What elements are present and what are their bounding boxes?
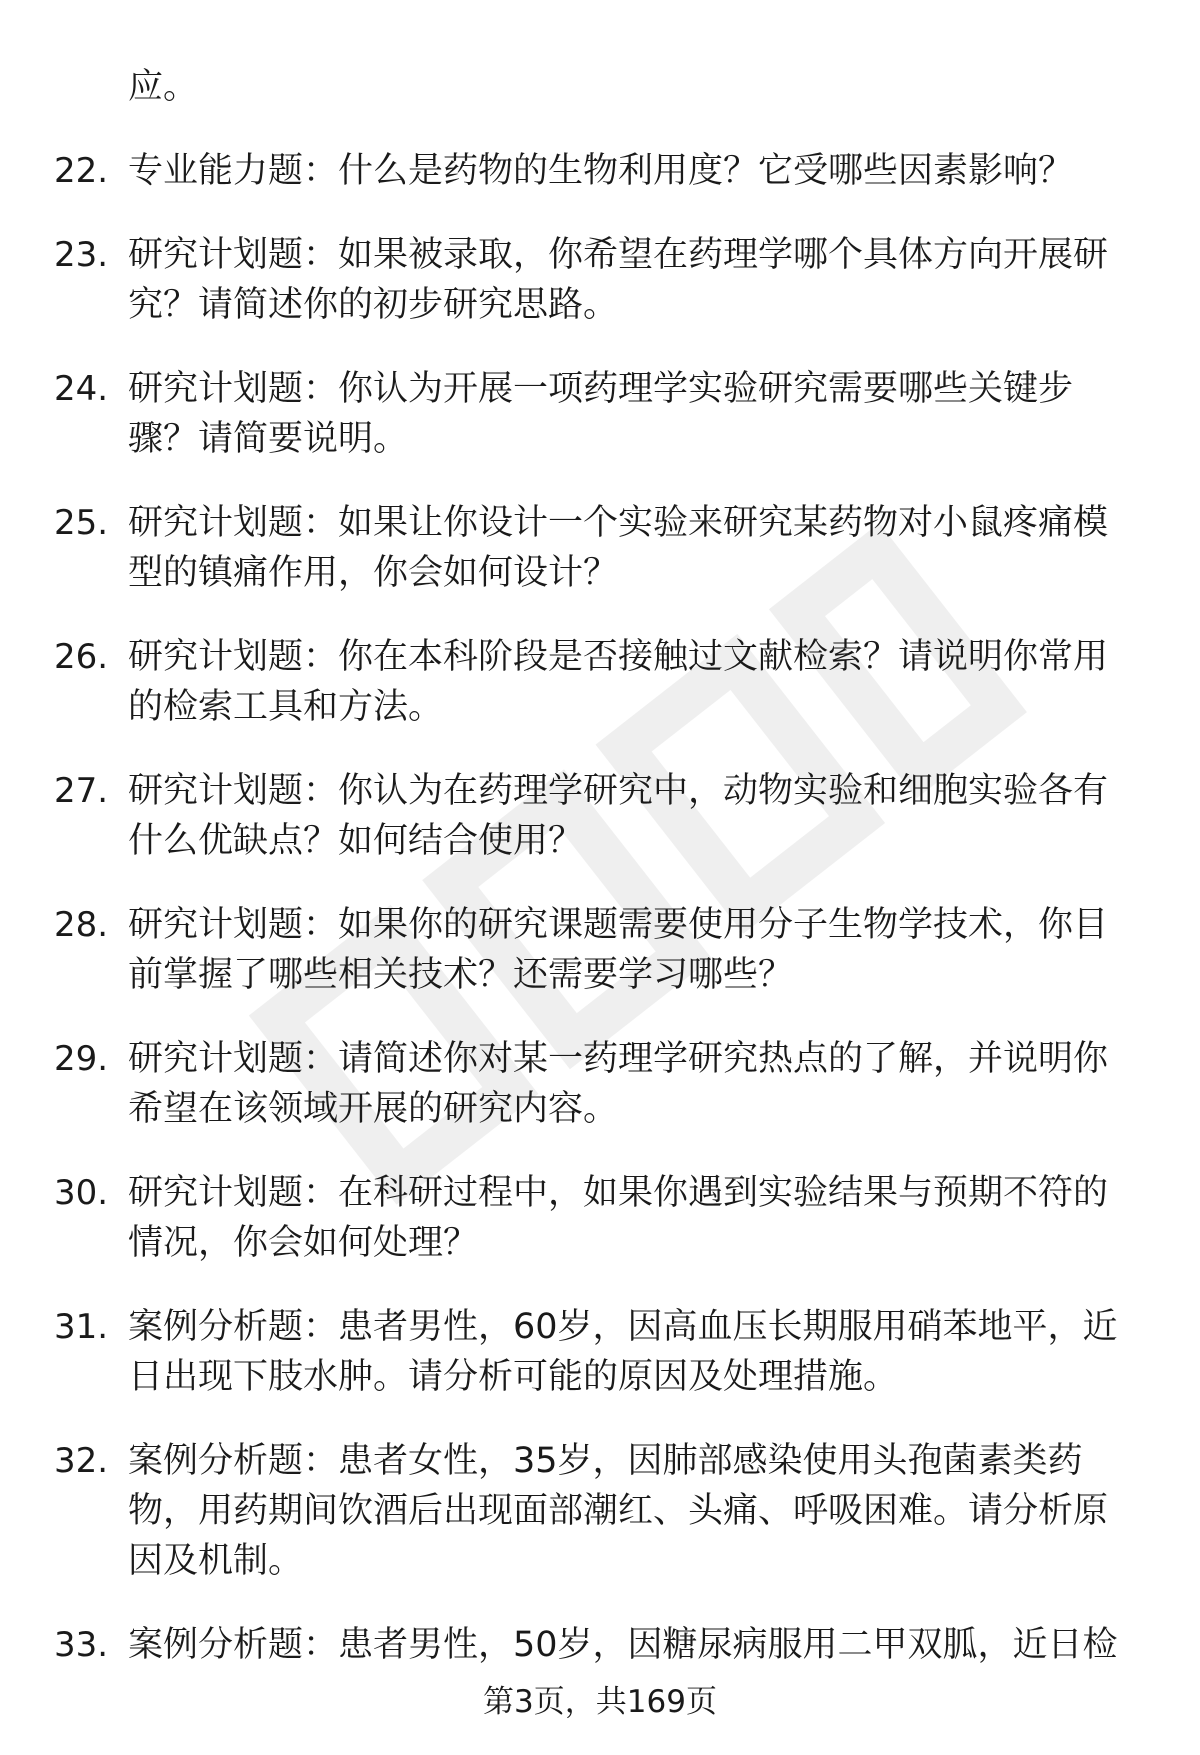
question-item (0, 632, 1138, 732)
question-number: 25. (54, 503, 109, 543)
question-number: 30. (54, 1173, 109, 1213)
question-item (0, 1302, 1138, 1402)
question-text (128, 230, 1138, 330)
question-text (128, 146, 1138, 196)
question-item (0, 498, 1138, 598)
question-text (128, 1168, 1138, 1268)
question-text-line: 案例分析题：患者男性，60岁，因高血压长期服用硝苯地平，近 (128, 1307, 1118, 1347)
question-list (0, 146, 1200, 1704)
question-text-line: 的检索工具和方法。 (128, 687, 444, 727)
question-text-line: 研究计划题：请简述你对某一药理学研究热点的了解，并说明你 (128, 1039, 1109, 1079)
question-number: 23. (54, 235, 109, 275)
question-text-line: 希望在该领域开展的研究内容。 (128, 1089, 619, 1129)
question-text (128, 1034, 1138, 1134)
question-text-line: 前掌握了哪些相关技术？还需要学习哪些？ (128, 955, 794, 995)
page-footer: 第3页，共169页 (483, 1684, 717, 1720)
question-number: 28. (54, 905, 109, 945)
question-number: 22. (54, 151, 109, 191)
question-number: 24. (54, 369, 109, 409)
question-text-line: 专业能力题：什么是药物的生物利用度？它受哪些因素影响？ (128, 151, 1074, 191)
question-text-line: 案例分析题：患者男性，50岁，因糖尿病服用二甲双胍，近日检 (128, 1625, 1118, 1665)
question-text-line: 研究计划题：你认为在药理学研究中，动物实验和细胞实验各有 (128, 771, 1109, 811)
question-text-line: 日出现下肢水肿。请分析可能的原因及处理措施。 (128, 1357, 899, 1397)
question-item (0, 364, 1138, 464)
question-text (128, 766, 1138, 866)
question-item (0, 766, 1138, 866)
question-number: 31. (54, 1307, 109, 1347)
question-item (0, 1436, 1138, 1586)
question-text-line: 研究计划题：你认为开展一项药理学实验研究需要哪些关键步 (128, 369, 1074, 409)
question-number: 27. (54, 771, 109, 811)
question-text-line: 情况，你会如何处理？ (128, 1223, 479, 1263)
question-text-line: 因及机制。 (128, 1541, 304, 1581)
question-text (128, 498, 1138, 598)
question-number: 26. (54, 637, 109, 677)
question-text-line: 什么优缺点？如何结合使用？ (128, 821, 584, 861)
question-number: 32. (54, 1441, 109, 1481)
question-text-line: 研究计划题：如果你的研究课题需要使用分子生物学技术，你目 (128, 905, 1109, 945)
continued-text-fragment: 应。 (128, 67, 199, 107)
question-text (128, 900, 1138, 1000)
question-text (128, 632, 1138, 732)
question-text-line: 研究计划题：在科研过程中，如果你遇到实验结果与预期不符的 (128, 1173, 1109, 1213)
question-item (0, 900, 1138, 1000)
question-text-line: 物，用药期间饮酒后出现面部潮红、头痛、呼吸困难。请分析原 (128, 1491, 1109, 1531)
question-text-line: 究？请简述你的初步研究思路。 (128, 285, 619, 325)
question-text (128, 1620, 1138, 1670)
question-item (0, 1168, 1138, 1268)
question-text-line: 型的镇痛作用，你会如何设计？ (128, 553, 619, 593)
question-item (0, 230, 1138, 330)
question-text-line: 研究计划题：如果让你设计一个实验来研究某药物对小鼠疼痛模 (128, 503, 1109, 543)
question-text (128, 364, 1138, 464)
question-text-line: 研究计划题：如果被录取，你希望在药理学哪个具体方向开展研 (128, 235, 1109, 275)
question-text-line: 骤？请简要说明。 (128, 419, 409, 459)
question-text-line: 案例分析题：患者女性，35岁，因肺部感染使用头孢菌素类药 (128, 1441, 1083, 1481)
question-text-line: 研究计划题：你在本科阶段是否接触过文献检索？请说明你常用 (128, 637, 1109, 677)
question-number: 29. (54, 1039, 109, 1079)
question-item (0, 1620, 1138, 1670)
question-text (128, 1302, 1138, 1402)
question-item (0, 146, 1138, 196)
question-number: 33. (54, 1625, 109, 1665)
question-item (0, 1034, 1138, 1134)
question-text (128, 1436, 1138, 1586)
